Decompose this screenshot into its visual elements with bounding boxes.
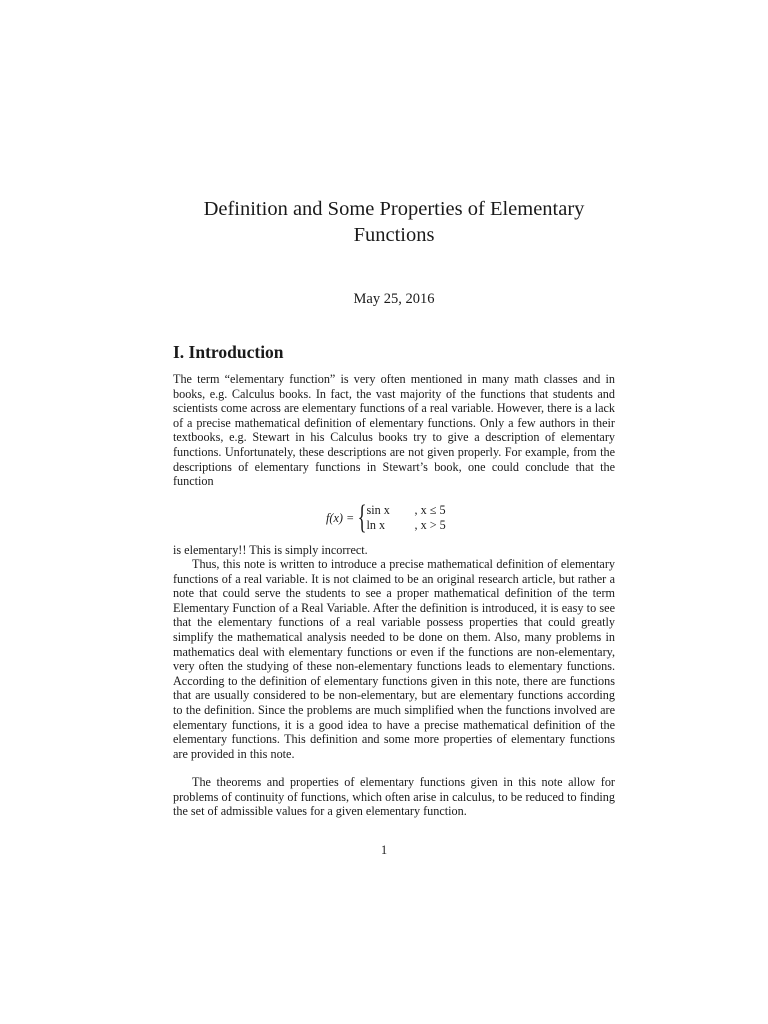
paragraph-intro: The term “elementary function” is very often mentioned in many math classes and in books, e.g. Calculus books. In fact, the vast majority of the functions that students and scientists come across are elementary functions of a real variable. However, there is a lack of a precise mathematical definition of elementary functions. Only a few authors in their textbooks, e.g. Stewart in his Calculus books try to give a description of elementary functions. Unfortunately, these descriptions are not given properly. For example, from the descriptions of elementary functions in Stewart’s book, one could conclude that the function <box>173 372 615 489</box>
paragraph-conclusion: is elementary!! This is simply incorrect. <box>173 543 368 557</box>
paper-title: Definition and Some Properties of Elementary Functions <box>203 198 585 246</box>
page-number: 1 <box>380 843 388 857</box>
case-expression: sin x <box>366 503 390 517</box>
section-heading: I. Introduction <box>173 342 284 362</box>
case-condition: , x > 5 <box>414 518 446 532</box>
case-expression: ln x <box>366 518 386 532</box>
paragraph-theorems: The theorems and properties of elementary functions given in this note allow for problems of continuity of functions, which often arise in calculus, to be reduced to finding the set of admissible values for a given elementary function. <box>173 775 615 819</box>
equation-cases <box>367 503 446 533</box>
paper-date: May 25, 2016 <box>353 291 435 307</box>
equation-brace: { <box>357 499 367 536</box>
equation-case-row <box>367 518 446 533</box>
case-condition: , x ≤ 5 <box>414 503 446 517</box>
equation-case-row <box>367 503 446 518</box>
paragraph-purpose: Thus, this note is written to introduce a precise mathematical definition of elementary functions of a real variable. It is not claimed to be an original research article, but rather a note that could serve the students to see a proper mathematical definition of the term Elementary Function of a Real Variable. After the definition is introduced, it is easy to see that the elementary functions of a real variable possess properties that could greatly simplify the mathematical analysis needed to be done on them. Also, many problems in mathematics deal with elementary functions or even if the functions are non-elementary, very often the studying of these non-elementary functions leads to elementary functions. According to the definition of elementary functions given in this note, there are functions that are usually considered to be non-elementary, but are elementary functions according to the definition. Since the problems are much simplified when the functions involved are elementary functions, it is a good idea to have a precise mathematical definition of the elementary functions. This definition and some more properties of elementary functions are provided in this note. <box>173 557 615 761</box>
piecewise-equation <box>326 500 446 536</box>
equation-lhs: f(x) = <box>326 510 355 525</box>
